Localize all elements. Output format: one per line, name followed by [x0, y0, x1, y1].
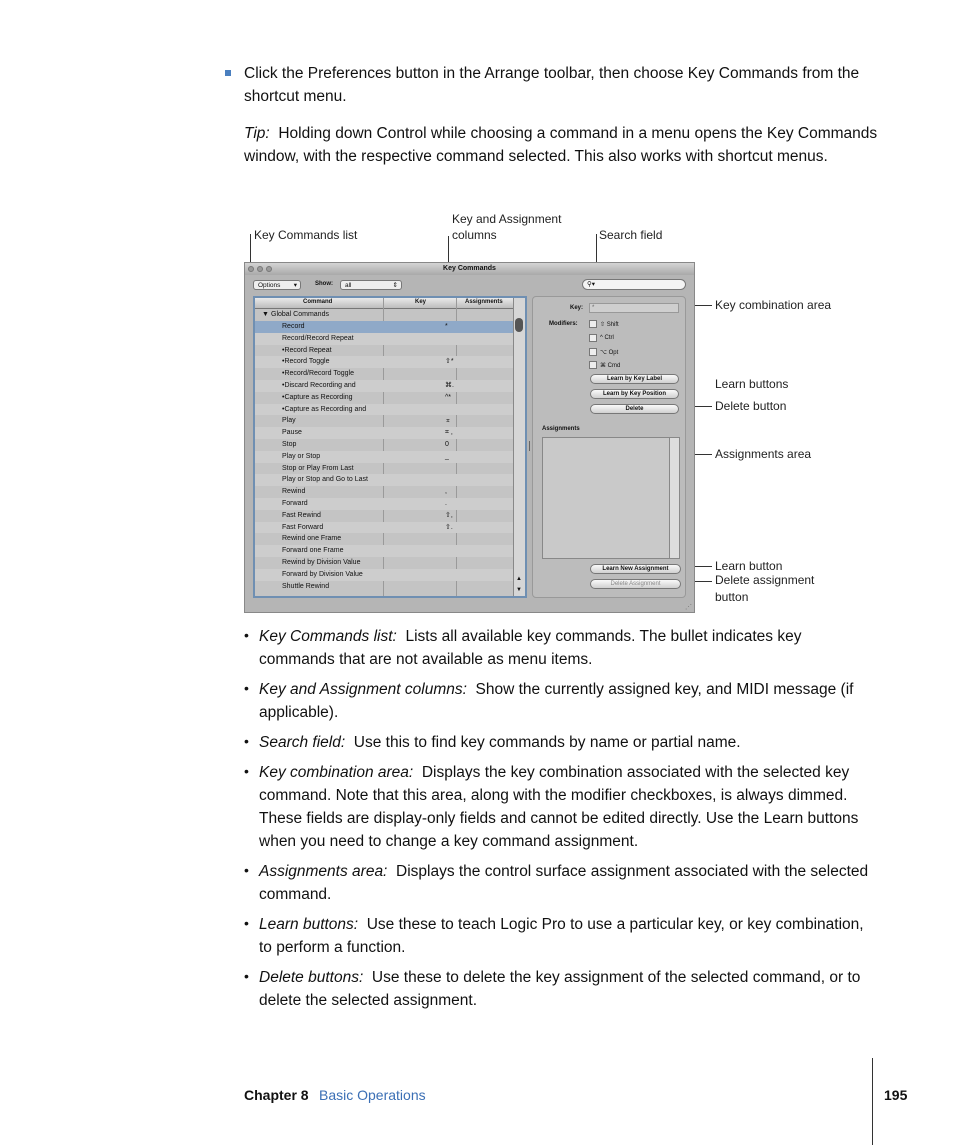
page-number: 195 — [884, 1087, 908, 1103]
table-row[interactable] — [255, 451, 513, 463]
table-row[interactable] — [255, 498, 513, 510]
table-row[interactable] — [255, 356, 513, 368]
shift-checkbox[interactable] — [589, 320, 597, 328]
key-cell: , — [445, 488, 447, 496]
key-combination-field: * — [589, 303, 679, 313]
tip-label: Tip: — [244, 125, 270, 142]
column-key[interactable]: Key — [415, 299, 427, 305]
learn-by-key-label-button[interactable]: Learn by Key Label — [590, 374, 679, 384]
bullet-marker: • — [244, 733, 249, 749]
show-menu[interactable]: all ⇕ — [340, 280, 402, 290]
key-cell: . — [445, 500, 447, 507]
table-row[interactable] — [255, 545, 513, 557]
command-cell: Forward by Division Value — [282, 570, 363, 578]
table-row[interactable] — [255, 368, 513, 380]
table-row[interactable] — [255, 533, 513, 545]
resize-grip-icon[interactable]: ⋰ — [685, 604, 692, 611]
table-row[interactable] — [255, 522, 513, 534]
key-cell: * — [445, 323, 448, 330]
column-command[interactable]: Command — [303, 299, 333, 305]
command-cell: Forward — [282, 500, 308, 507]
table-row[interactable] — [255, 333, 513, 345]
command-cell: Forward one Frame — [282, 547, 344, 555]
assignments-area[interactable] — [542, 437, 680, 559]
command-cell: Record — [282, 323, 305, 330]
command-cell: •Capture as Recording — [282, 393, 353, 401]
scroll-thumb[interactable] — [515, 318, 523, 332]
bullet-marker: • — [244, 627, 249, 643]
description-term: Key and Assignment columns: — [259, 681, 467, 698]
description-item — [259, 966, 877, 1012]
learn-by-key-position-button[interactable]: Learn by Key Position — [590, 389, 679, 399]
description-term: Key combination area: — [259, 764, 414, 781]
step-text: Click the Preferences button in the Arrange toolbar, then choose Key Commands from the shortcut menu. — [244, 65, 860, 105]
ctrl-checkbox[interactable] — [589, 334, 597, 342]
bullet-marker: • — [244, 915, 249, 931]
description-item — [259, 731, 877, 754]
bullet-marker: • — [244, 968, 249, 984]
key-cell: _ — [445, 452, 449, 460]
command-cell: Rewind one Frame — [282, 535, 342, 543]
description-item — [259, 913, 877, 959]
list-scrollbar[interactable] — [513, 298, 525, 596]
search-icon: ⚲▾ — [587, 281, 596, 288]
command-cell: Shuttle Rewind — [282, 582, 330, 590]
command-cell: Pause — [282, 429, 302, 437]
key-cell: ⌅ — [445, 417, 451, 425]
table-row[interactable] — [255, 439, 513, 451]
opt-label: ⌥ Opt — [600, 350, 619, 356]
key-cell: ^* — [445, 393, 452, 401]
key-label: Key: — [570, 305, 584, 311]
key-cell: ⌗ , — [445, 429, 453, 437]
callout-key-assignment-columns: Key and Assignment columns — [452, 212, 562, 242]
table-row[interactable] — [255, 463, 513, 475]
footer-section: Basic Operations — [319, 1087, 426, 1103]
table-row[interactable] — [255, 345, 513, 357]
table-row[interactable] — [255, 557, 513, 569]
options-menu[interactable]: Options ▾ — [253, 280, 301, 290]
key-cell: ⇧, — [445, 511, 453, 519]
scroll-up-icon[interactable]: ▲ — [516, 576, 522, 582]
command-cell: •Record/Record Toggle — [282, 370, 354, 378]
footer-divider — [872, 1058, 873, 1145]
cmd-checkbox[interactable] — [589, 361, 597, 369]
table-row[interactable] — [255, 486, 513, 498]
bullet-marker: • — [244, 680, 249, 696]
show-label: Show: — [315, 281, 333, 287]
table-row[interactable] — [255, 380, 513, 392]
callout-delete-assignment-button: Delete assignment button — [715, 573, 815, 604]
table-row[interactable] — [255, 404, 513, 416]
command-cell: Rewind — [282, 488, 306, 496]
callout-learn-button: Learn button — [715, 559, 783, 573]
footer-chapter: Chapter 8 — [244, 1087, 309, 1103]
ctrl-label: ^ Ctrl — [600, 335, 614, 341]
window-title: Key Commands — [443, 265, 496, 272]
search-field[interactable] — [582, 279, 686, 290]
opt-checkbox[interactable] — [589, 348, 597, 356]
table-row[interactable] — [255, 427, 513, 439]
tip-text: Holding down Control while choosing a command in a menu opens the Key Commands window, with the respective command selected. This also works with shortcut menus. — [244, 125, 878, 165]
key-cell: 0 — [445, 441, 449, 448]
command-cell: •Discard Recording and — [282, 382, 356, 389]
key-cell: ⇧* — [445, 358, 454, 366]
description-text: Use these to delete the key assignment of the selected command, or to delete the selected assignment. — [259, 969, 861, 1009]
command-cell: Stop — [282, 441, 297, 448]
command-cell: •Record Repeat — [282, 346, 332, 354]
description-text: Show the currently assigned key, and MIDI message (if applicable). — [259, 681, 854, 721]
description-term: Assignments area: — [259, 863, 388, 880]
callout-search-field: Search field — [599, 228, 663, 242]
assignments-scrollbar[interactable] — [669, 438, 679, 558]
shift-label: ⇧ Shift — [600, 322, 619, 328]
description-text: Use this to find key commands by name or partial name. — [353, 734, 741, 751]
description-term: Learn buttons: — [259, 916, 359, 933]
details-panel — [532, 296, 686, 598]
table-row[interactable] — [255, 474, 513, 486]
key-cell: ⇧. — [445, 523, 453, 531]
description-item — [259, 678, 877, 724]
command-cell: Play or Stop and Go to Last — [282, 476, 368, 484]
description-text: Displays the key combination associated with the selected key command. Note that this area, along with the modifier checkboxes, is always dimmed. These fields are display-only fields and cannot be edited directly. Use the Learn buttons when you need to change a key command assignment. — [259, 764, 859, 850]
callout-key-commands-list: Key Commands list — [254, 228, 358, 242]
command-cell: Rewind by Division Value — [282, 559, 361, 566]
modifiers-label: Modifiers: — [549, 321, 578, 327]
callout-delete-button: Delete button — [715, 399, 787, 413]
scroll-down-icon[interactable]: ▼ — [516, 587, 522, 593]
description-term: Delete buttons: — [259, 969, 364, 986]
command-cell: Stop or Play From Last — [282, 464, 354, 472]
table-row[interactable] — [255, 510, 513, 522]
delete-assignment-button[interactable]: Delete Assignment — [590, 579, 681, 589]
key-commands-window — [244, 262, 695, 613]
command-cell: Play — [282, 417, 296, 425]
disclosure-triangle-icon[interactable]: ▼ — [262, 311, 269, 318]
learn-new-assignment-button[interactable]: Learn New Assignment — [590, 564, 681, 574]
list-header — [255, 298, 513, 309]
step-bullet — [225, 70, 231, 76]
column-assignments[interactable]: Assignments — [465, 299, 503, 305]
cmd-label: ⌘ Cmd — [600, 363, 621, 369]
key-commands-list[interactable] — [253, 296, 527, 598]
delete-button[interactable]: Delete — [590, 404, 679, 414]
command-cell: Fast Forward — [282, 523, 324, 531]
table-row[interactable] — [255, 321, 513, 333]
key-cell: ⌘. — [445, 382, 454, 389]
command-cell: •Capture as Recording and — [282, 405, 367, 413]
table-row[interactable] — [255, 581, 513, 593]
window-titlebar — [245, 263, 694, 275]
group-row[interactable]: ▼ Global Commands — [255, 309, 513, 321]
table-row[interactable] — [255, 415, 513, 427]
callout-key-combination-area: Key combination area — [715, 298, 832, 312]
assignments-label: Assignments — [542, 426, 580, 432]
callout-learn-buttons: Learn buttons — [715, 377, 789, 391]
bullet-marker: • — [244, 763, 249, 779]
command-cell: •Record Toggle — [282, 358, 330, 366]
callout-assignments-area: Assignments area — [715, 447, 812, 461]
tip-paragraph — [244, 122, 884, 168]
description-item — [259, 761, 877, 853]
description-text: Lists all available key commands. The bullet indicates key commands that are not available as menu items. — [259, 628, 802, 668]
description-term: Search field: — [259, 734, 346, 751]
description-item — [259, 860, 877, 906]
command-cell: Fast Rewind — [282, 511, 321, 519]
description-text: Displays the control surface assignment associated with the selected command. — [259, 863, 869, 903]
table-row[interactable] — [255, 569, 513, 581]
description-term: Key Commands list: — [259, 628, 397, 645]
bullet-marker: • — [244, 862, 249, 878]
command-cell: Play or Stop — [282, 452, 321, 460]
description-item — [259, 625, 877, 671]
table-row[interactable] — [255, 392, 513, 404]
command-cell: Record/Record Repeat — [282, 334, 354, 342]
description-text: Use these to teach Logic Pro to use a particular key, or key combination, to perform a function. — [259, 916, 864, 956]
